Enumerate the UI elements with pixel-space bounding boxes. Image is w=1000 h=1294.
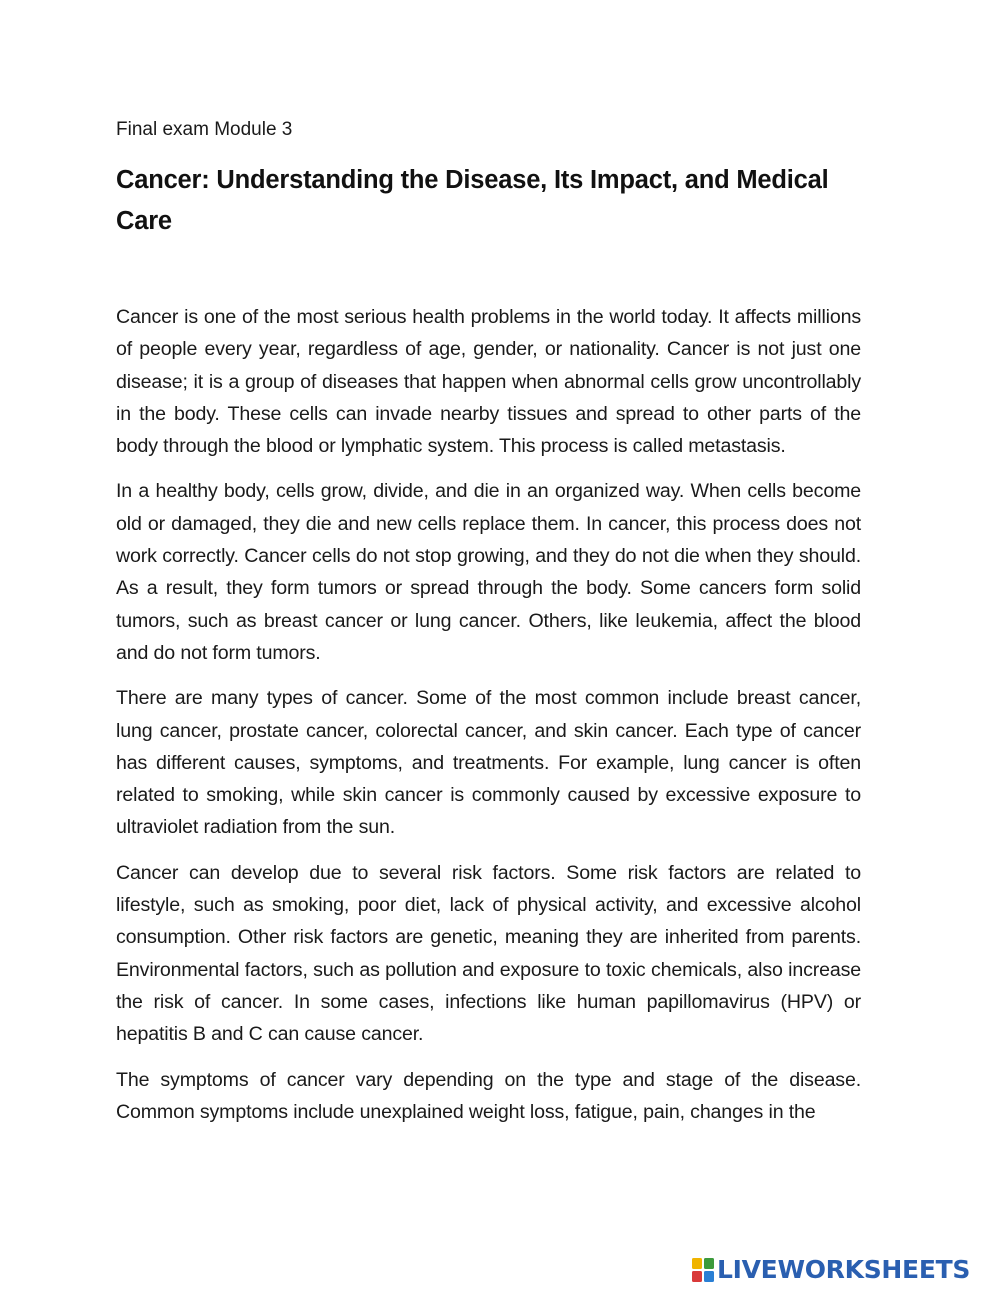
paragraph-3: There are many types of cancer. Some of the most common include breast cancer, lung cancer, prostate cancer, colorectal cancer, and skin cancer. Each type of cancer has different causes, symptoms, and treatments. For example, lung cancer is often related to smoking, while skin cancer is commonly caused by excessive exposure to ultraviolet radiation from the sun.: [116, 687, 861, 839]
document-body: [116, 301, 861, 1141]
document-title: Cancer: Understanding the Disease, Its Impact, and Medical Care: [116, 166, 829, 235]
module-label: Final exam Module 3: [116, 119, 293, 140]
paragraph-1: Cancer is one of the most serious health problems in the world today. It affects millions of people every year, regardless of age, gender, or nationality. Cancer is not just one disease; it is a group of diseases that happen when abnormal cells grow uncontrollably in the body. These cells can invade nearby tissues and spread to other parts of the body through the blood or lymphatic system. This process is called metastasis.: [116, 306, 861, 458]
paragraph-2: In a healthy body, cells grow, divide, and die in an organized way. When cells become old or damaged, they die and new cells replace them. In cancer, this process does not work correctly. Cancer cells do not stop growing, and they do not die when they should. As a result, they form tumors or spread through the body. Some cancers form solid tumors, such as breast cancer or lung cancer. Others, like leukemia, affect the blood and do not form tumors.: [116, 480, 861, 664]
liveworksheets-logo-icon: [692, 1258, 714, 1282]
paragraph-4: Cancer can develop due to several risk factors. Some risk factors are related to lifestyle, such as smoking, poor diet, lack of physical activity, and excessive alcohol consumption. Other risk factors are genetic, meaning they are inherited from parents. Environmental factors, such as pollution and exposure to toxic chemicals, also increase the risk of cancer. In some cases, infections like human papillomavirus (HPV) or hepatitis B and C can cause cancer.: [116, 861, 861, 1046]
watermark-text: LIVEWORKSHEETS: [717, 1255, 971, 1284]
paragraph-5: The symptoms of cancer vary depending on the type and stage of the disease. Common symptoms include unexplained weight loss, fatigue, pain, changes in the: [116, 1068, 861, 1123]
liveworksheets-watermark: [692, 1253, 970, 1287]
